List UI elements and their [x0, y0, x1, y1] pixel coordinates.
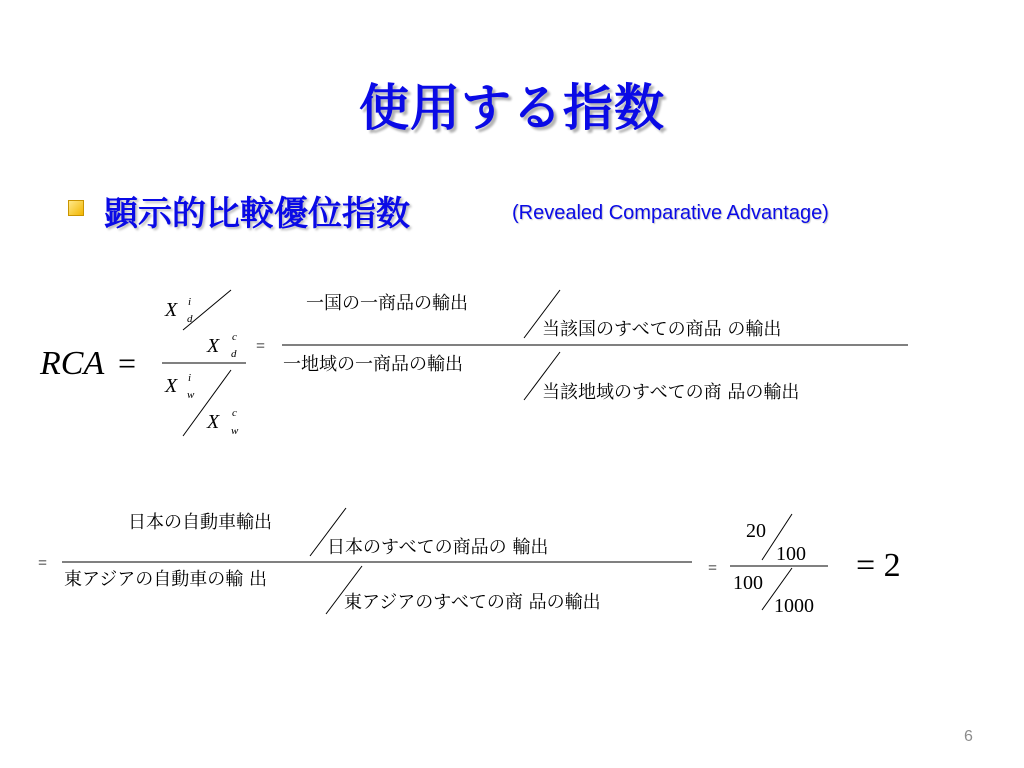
bullet-english: (Revealed Comparative Advantage) — [512, 202, 829, 224]
sub-w: w — [187, 389, 195, 401]
equals-sign-small: = — [708, 560, 718, 577]
sub-w: w — [231, 425, 239, 437]
equals-sign-small: = — [256, 338, 266, 355]
numerator-total: 100 — [776, 543, 806, 565]
num-top-text: 一国の一商品の輸出 — [306, 293, 468, 314]
den-bottom-text: 当該地域のすべての商 品の輸出 — [542, 382, 800, 403]
sup-i: i — [188, 372, 192, 384]
equals-sign-small: = — [38, 555, 48, 572]
num-bottom-text: 日本のすべての商品の 輸出 — [327, 537, 549, 558]
num-xc: X — [207, 335, 220, 357]
den-xc: X — [207, 411, 220, 433]
denominator-value: 100 — [733, 572, 763, 594]
denominator-total: 1000 — [774, 595, 814, 617]
den-top-text: 東アジアの自動車の輸 出 — [64, 569, 268, 590]
example-formula — [38, 508, 901, 617]
result-value: = 2 — [856, 547, 901, 584]
rca-formula — [39, 290, 908, 437]
sup-c: c — [232, 407, 237, 419]
den-top-text: 一地域の一商品の輸出 — [283, 354, 463, 375]
sub-d: d — [231, 348, 237, 360]
bullet-text: 顕示的比較優位指数 — [104, 194, 410, 234]
equals-sign: = — [118, 345, 137, 381]
page-number: 6 — [964, 728, 973, 745]
sup-c: c — [232, 331, 237, 343]
num-bottom-text: 当該国のすべての商品 の輸出 — [542, 319, 782, 340]
num-top-text: 日本の自動車輸出 — [128, 512, 272, 533]
slide-title: 使用する指数 — [359, 79, 665, 137]
den-x: X — [165, 375, 178, 397]
numerator-value: 20 — [746, 520, 766, 542]
den-bottom-text: 東アジアのすべての商 品の輸出 — [344, 592, 601, 613]
num-x: X — [165, 299, 178, 321]
rca-label: RCA — [40, 345, 105, 382]
sup-i: i — [188, 296, 192, 308]
sub-d: d — [187, 313, 193, 325]
